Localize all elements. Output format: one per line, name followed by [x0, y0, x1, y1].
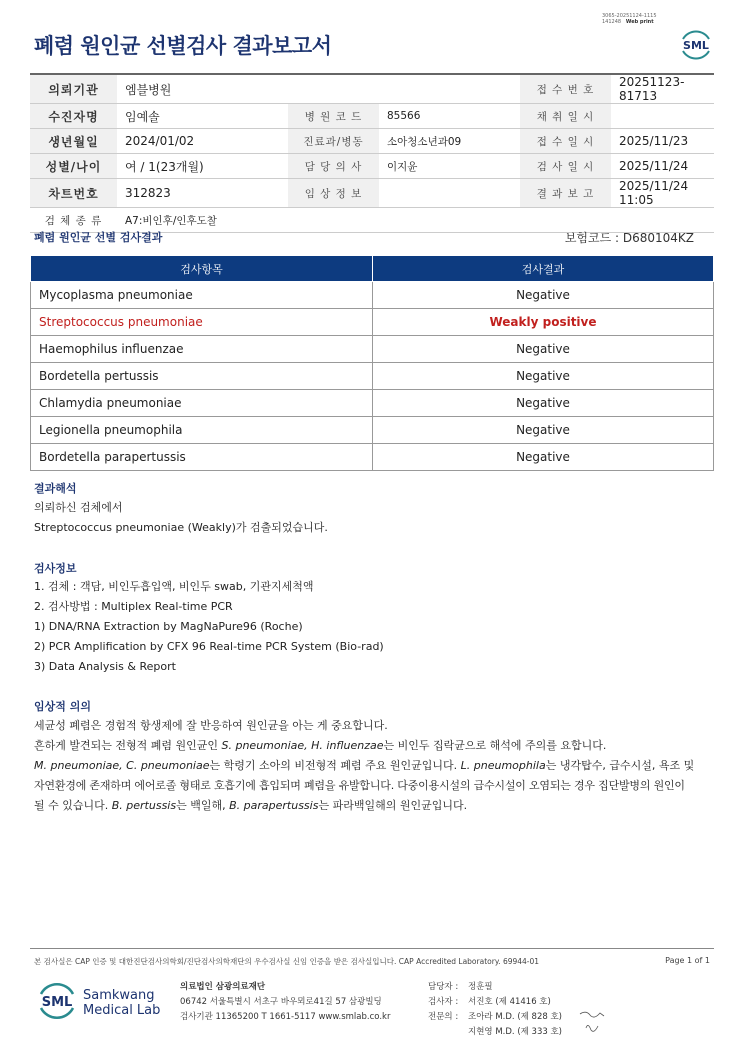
organization-info: 의료법인 삼광의료재단 06742 서울특별시 서초구 바우뫼로41길 57 삼광빌딩 검사기관 11365200 T 1661-5117 www.smlab.co.kr	[180, 982, 391, 1022]
info-label: 임 상 정 보	[288, 179, 379, 208]
result-row	[31, 444, 714, 471]
specimen-label: 검 체 종 류	[30, 208, 117, 233]
test-info-line: 1. 검체 : 객담, 비인두흡입액, 비인두 swab, 기관지세척액	[34, 580, 314, 593]
info-value: 2025/11/24	[611, 154, 714, 179]
svg-text:SML: SML	[683, 39, 709, 52]
info-value: 이지윤	[379, 154, 520, 179]
col-header-item: 검사항목	[31, 256, 373, 282]
info-value: 임예솔	[117, 104, 288, 129]
info-label: 수진자명	[30, 104, 117, 129]
result-row	[31, 417, 714, 444]
info-value: 2025/11/23	[611, 129, 714, 154]
lab-name: Samkwang Medical Lab	[83, 988, 161, 1018]
info-label: 검 사 일 시	[520, 154, 611, 179]
staff-entry: 전문의 : 조아라 M.D. (제 828 호)	[428, 1012, 563, 1022]
result-item: Mycoplasma pneumoniae	[31, 282, 373, 309]
test-info-heading: 검사정보	[34, 562, 77, 575]
result-row	[31, 363, 714, 390]
result-item: Streptococcus pneumoniae	[31, 309, 373, 336]
report-title: 폐렴 원인균 선별검사 결과보고서	[34, 34, 332, 58]
clinical-text: 세균성 폐렴은 경험적 항생제에 잘 반응하여 원인균을 아는 게 중요합니다. 흔하게 발견되는 전형적 폐렴 원인균인 S. pneumoniae, H. influenzae는 비인두 집락균으로 해석에 주의를 요합니다. M. pneumoniae, C. pneumoniae는 학령기 소아의 비전형적 폐렴 주요 원인균입니다. L. pneumophila는 냉각탑수, 급수시설, 욕조 및 자연환경에 존재하며 에어로졸 형태로 호흡기에 흡입되며 폐렴을 유발합니다. 다중이용시설의 급수시설이 오염되는 경우 집단발병의 원인이 될 수 있습니다. B. pertussis는 백일해, B. parapertussis는 파라백일해의 원인균입니다.	[34, 719, 695, 812]
info-row	[30, 179, 714, 208]
footer-divider	[30, 948, 714, 949]
result-item: Bordetella pertussis	[31, 363, 373, 390]
info-label: 접 수 번 호	[520, 75, 611, 104]
insurance-code: 보험코드 : D680104KZ	[564, 231, 694, 245]
accreditation-note: 본 검사실은 CAP 인증 및 대한진단검사의학회/진단검사의학재단의 우수검사실 신임 인증을 받은 검사실입니다. CAP Accredited Laboratory. 69944-01	[34, 957, 540, 966]
info-value	[379, 75, 520, 104]
info-label: 차트번호	[30, 179, 117, 208]
result-row	[31, 390, 714, 417]
test-info-text	[34, 577, 724, 677]
result-value: Negative	[373, 363, 714, 390]
info-row	[30, 154, 714, 179]
info-label: 채 취 일 시	[520, 104, 611, 129]
result-item: Chlamydia pneumoniae	[31, 390, 373, 417]
test-info-line: 2. 검사방법 : Multiplex Real-time PCR	[34, 600, 233, 613]
result-value: Negative	[373, 282, 714, 309]
clinical-heading: 임상적 의의	[34, 700, 91, 713]
signature-icon	[578, 1008, 608, 1038]
info-label: 성별/나이	[30, 154, 117, 179]
page-number: Page 1 of 1	[665, 956, 710, 965]
sml-logo-icon	[678, 28, 714, 62]
test-info-line: 2) PCR Amplification by CFX 96 Real-time PCR System (Bio-rad)	[34, 640, 384, 653]
info-value: 엠블병원	[117, 75, 288, 104]
info-value	[611, 104, 714, 129]
info-row	[30, 75, 714, 104]
info-label: 의뢰기관	[30, 75, 117, 104]
info-value: 312823	[117, 179, 288, 208]
sml-footer-logo-icon	[36, 980, 78, 1022]
result-value: Negative	[373, 390, 714, 417]
info-label: 접 수 일 시	[520, 129, 611, 154]
test-info-line: 1) DNA/RNA Extraction by MagNaPure96 (Roche)	[34, 620, 303, 633]
result-row	[31, 336, 714, 363]
specimen-value: A7:비인후/인후도찰	[117, 208, 714, 233]
patient-info-table	[30, 75, 714, 233]
test-info-line: 3) Data Analysis & Report	[34, 660, 176, 673]
result-row	[31, 282, 714, 309]
info-label: 진료과/병동	[288, 129, 379, 154]
interpretation-heading: 결과해석	[34, 482, 77, 495]
staff-entry: 검사자 : 서진호 (제 41416 호)	[428, 997, 551, 1007]
result-row	[31, 309, 714, 336]
result-value: Negative	[373, 444, 714, 471]
info-label: 결 과 보 고	[520, 179, 611, 208]
info-value: 2025/11/24 11:05	[611, 179, 714, 208]
info-row	[30, 129, 714, 154]
info-value: 20251123-81713	[611, 75, 714, 104]
result-value: Negative	[373, 417, 714, 444]
info-label: 병 원 코 드	[288, 104, 379, 129]
result-value: Weakly positive	[373, 309, 714, 336]
info-label: 담 당 의 사	[288, 154, 379, 179]
info-value: 85566	[379, 104, 520, 129]
info-value	[379, 179, 520, 208]
results-table	[30, 255, 714, 471]
document-code: 3065-20251124-1115 141248 Web print	[602, 13, 657, 25]
info-value: 여 / 1(23개월)	[117, 154, 288, 179]
info-row	[30, 104, 714, 129]
result-item: Bordetella parapertussis	[31, 444, 373, 471]
result-value: Negative	[373, 336, 714, 363]
col-header-result: 검사결과	[373, 256, 714, 282]
staff-entry: 지현영 M.D. (제 333 호)	[468, 1027, 563, 1037]
info-value: 2024/01/02	[117, 129, 288, 154]
staff-entry: 담당자 : 정훈필	[428, 982, 493, 992]
svg-text:SML: SML	[41, 995, 73, 1010]
info-value: 소아청소년과09	[379, 129, 520, 154]
info-label: 생년월일	[30, 129, 117, 154]
info-label	[288, 75, 379, 104]
result-item: Haemophilus influenzae	[31, 336, 373, 363]
result-item: Legionella pneumophila	[31, 417, 373, 444]
staff-list	[428, 980, 562, 1040]
interpretation-text: 의뢰하신 검체에서 Streptococcus pneumoniae (Weakly)가 검출되었습니다.	[34, 501, 328, 534]
results-heading: 폐렴 원인균 선별 검사결과	[34, 231, 163, 244]
